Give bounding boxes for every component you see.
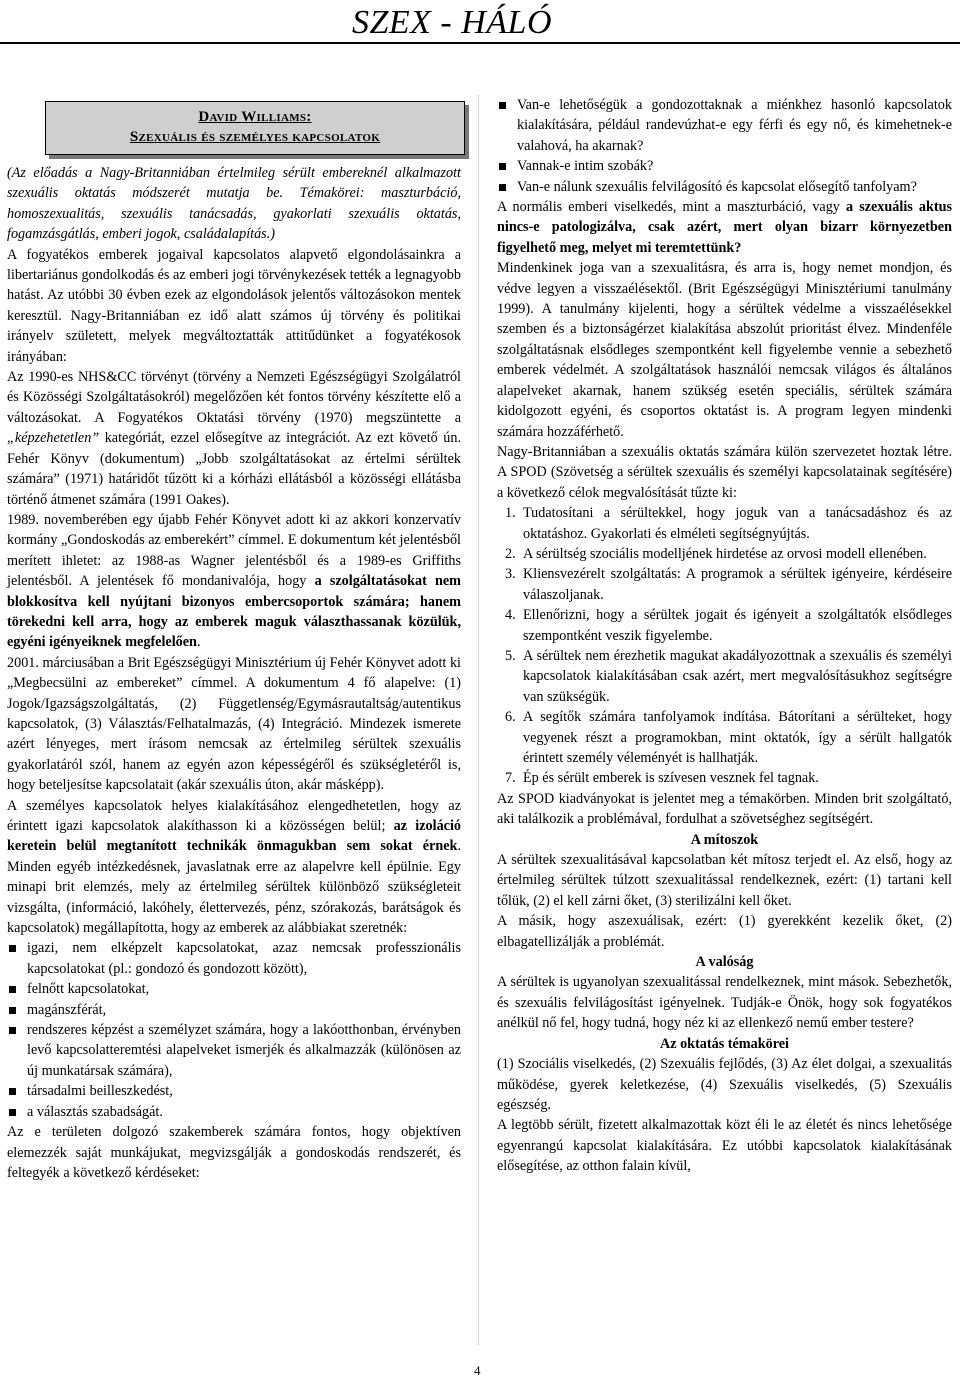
list-item: rendszeres képzést a személyzet számára, hogy a lakóotthonban, érvényben levő kapcsolatteremtési alapelveket ismerjék és alkalmazzák (különösen az új munkatársak számára), bbox=[7, 1020, 461, 1081]
paragraph: (1) Szociális viselkedés, (2) Szexuális fejlődés, (3) Az élet dolgai, a szexualitás működése, gyerek keletkezése, (4) Szexuális viselkedés, (5) Szexuális egészség. bbox=[497, 1056, 952, 1113]
journal-title: SZEX - HÁLÓ bbox=[351, 4, 552, 41]
list-item: 7. Ép és sérült emberek is szívesen vesznek fel tagnak. bbox=[505, 770, 819, 787]
paragraph: A legtöbb sérült, fizetett alkalmazottak közt éli le az életét és nincs lehetősége egyenrangú kapcsolat kialakítására. Ez utóbbi kapcsolatok kialakításának elősegítése, az otthon falain kívül, bbox=[497, 1117, 952, 1175]
page-header bbox=[0, 0, 960, 48]
paragraph: A másik, hogy aszexuálisak, ezért: (1) gyerekként kezelik őket, (2) elbagatellizálják a problémát. bbox=[497, 913, 952, 950]
list-item: magánszférát, bbox=[7, 1000, 461, 1020]
list-item: társadalmi beilleszkedést, bbox=[7, 1081, 461, 1101]
paragraph: Az SPOD kiadványokat is jelentet meg a témakörben. Minden brit szolgáltató, aki találkozik a problémával, fordulhat a szövetséghez segítségért. bbox=[497, 790, 952, 828]
questions-list bbox=[497, 95, 952, 197]
paragraph: A sérültek is ugyanolyan szexualitással rendelkeznek, mint mások. Sebezhetők, és szexuális felvilágosítást igényelnek. Tudják-e Önök, hogy sok fogyatékos anélkül nő fel, hogy tudná, hogy néz ki az ellenkező nemű ember testere? bbox=[497, 974, 952, 1032]
header-rule bbox=[0, 42, 960, 44]
paragraph: A sérültek szexualitásával kapcsolatban két mítosz terjedt el. Az első, hogy az értelmileg sérültek túlzott szexualitással rendelkeznek, ezért: (1) tartani kell tőlük, (2) el kell zárni őket, (3) sterilizálni kell őket. bbox=[497, 852, 952, 909]
needs-list bbox=[7, 938, 461, 1122]
list-item: 6. A segítők számára tanfolyamok indítása. Bátorítani a sérülteket, hogy vegyenek részt a programokban, mint oktatók, így a sérült hallgatók érintett személy véleményét is hallhatják. bbox=[505, 709, 952, 766]
list-item: 4. Ellenőrizni, hogy a sérültek jogait és igényeit a szolgáltatók elsődleges szempontként veszik figyelembe. bbox=[505, 607, 952, 644]
paragraph: 1989. novemberében egy újabb Fehér Könyvet adott ki az akkori konzervatív kormány „Gondoskodás az emberekért” címmel. E dokumentum két jelentésből merített ihletet: az 1988-as Wagner jelentésből és a 1989-es Griffiths jelentésből. A jelentések fő mondanivalója, hogy a szolgáltatásokat nem blokkosítva kell nyújtani bizonyos embercsoportok számára; hanem törekedni kell arra, hogy az emberek maguk választhassanak közülük, egyéni igényeiknek megfelelően. bbox=[7, 511, 461, 651]
list-item: a választás szabadságát. bbox=[7, 1102, 461, 1122]
spod-goals-list bbox=[497, 503, 952, 789]
section-heading: A mítoszok bbox=[690, 831, 759, 848]
paragraph: A normális emberi viselkedés, mint a maszturbáció, vagy a szexuális aktus nincs-e patologizálva, csak azért, mert olyan bizarr környezetben figyelhető meg, melyet mi teremtettünk? bbox=[497, 199, 953, 256]
paragraph: 2001. márciusában a Brit Egészségügyi Minisztérium új Fehér Könyvet adott ki „Megbecsülni az embereket” címmel. A dokumentum 4 fő alapelve: (1) Jogok/Igazságszolgáltatás, (2) Függetlenség/Egymásrautaltság/autentikus kapcsolatok, (3) Választás/Felhatalmazás, (4) Integráció. Mindezek ismerete azért lényeges, mert írásom nemcsak az értelmileg sérültek szexuális gyakorlatáról szól, hanem az egyén azon képességéről és szükségletéről is, hogy beteljesítse kapcsolatait (akár szexuális úton, akár másképp). bbox=[7, 654, 461, 794]
article-author: David Williams: bbox=[198, 109, 312, 125]
list-item: 1. Tudatosítani a sérültekkel, hogy joguk van a tanácsadáshoz és az oktatáshoz. Gyakorlati és elméleti segítségnyújtás. bbox=[505, 505, 952, 542]
list-item: felnőtt kapcsolatokat, bbox=[7, 979, 461, 999]
list-item: 2. A sérültség szociális modelljének hirdetése az orvosi modell ellenében. bbox=[505, 545, 927, 562]
left-column bbox=[7, 95, 461, 1183]
paragraph: A személyes kapcsolatok helyes kialakításához elengedhetetlen, hogy az érintett igazi kapcsolatok alakíthasson ki a közösségen belül; az izoláció keretein belül megtanított technikák önmagukban sem sokat érnek. Minden egyéb intézkedésnek, javaslatnak erre az alapelvre kell épülnie. Egy minapi brit elemzés, mely az értelmileg sérültek különböző szükségleteit vizsgálta, (információ, lakóhely, élettervezés, pénz, szórakozás, barátságok és kapcsolatok) megállapította, hogy az emberek az alábbiakat szeretnék: bbox=[7, 797, 461, 937]
list-item: Van-e lehetőségük a gondozottaknak a miénkhez hasonló kapcsolatok kialakítására, például randevúzhat-e egy férfi és egy nő, és kimehetnek-e valahová, ha akarnak? bbox=[497, 95, 952, 156]
section-heading: Az oktatás témakörei bbox=[660, 1035, 789, 1052]
paragraph: A fogyatékos emberek jogaival kapcsolatos alapvető elgondolásainkra a libertariánus gondolkodás és az emberi jogi törvénykezések tették a legnagyobb hatást. Az utóbbi 30 évben ezek az elgondolások jelentős változásokon mentek keresztül. Nagy-Britanniában ez idő alatt számos új törvény és politikai irányelv született, melyek megváltoztatták attitűdünket a fogyatékosok irányában: bbox=[7, 246, 461, 365]
list-item: igazi, nem elképzelt kapcsolatokat, azaz nemcsak professzionális kapcsolatokat (pl.: gondozó és gondozott között), bbox=[7, 938, 461, 979]
paragraph: Nagy-Britanniában a szexuális oktatás számára külön szervezetet hoztak létre. A SPOD (Szövetség a sérültek szexuális és személyi kapcsolatainak segítésére) a következő célok megvalósítását tűzte ki: bbox=[497, 443, 952, 501]
paragraph: Mindenkinek joga van a szexualitásra, és arra is, hogy nemet mondjon, és védve legyen a visszaélésektől. (Brit Egészségügyi Minisztériumi tanulmány 1999). A tanulmány kijelenti, hogy a sérültek védelme a visszaélésekkel szemben és a biztonságérzet kialakítása abszolút prioritást élvez. Mindenféle szolgáltatásnak elsődleges szempontként kell figyelembe vennie a sebezhető emberek védelmét. A szolgáltatások használói nemcsak világos és általános alapelveket akarnak, hanem szükség esetén speciális, sérültek számára kidolgozott egyéni, és csoportos oktatást is. A program legyen mindenki számára hozzáférhető. bbox=[497, 260, 952, 440]
intro-paragraph: (Az előadás a Nagy-Britanniában értelmileg sérült embereknél alkalmazott szexuális oktatás módszerét mutatja be. Témakörei: maszturbáció, homoszexualitás, szexuális tanácsadás, gyakorlati szexuális oktatás, fogamzásgátlás, emberi jogok, családalapítás.) bbox=[7, 165, 461, 243]
article-subtitle: Szexuális és személyes kapcsolatok bbox=[129, 129, 381, 146]
paragraph: Az e területen dolgozó szakemberek számára fontos, hogy objektíven elemezzék saját munkájukat, megvizsgálják a gondoskodás rendszerét, és feltegyék a következő kérdéseket: bbox=[7, 1124, 461, 1181]
paragraph: Az 1990-es NHS&CC törvényt (törvény a Nemzeti Egészségügyi Szolgálatról és Közösségi Szolgáltatásokról) megelőzően két fontos törvény készítette elő a változásokat. A Fogyatékos Oktatási törvény (1970) megszüntette a „képzehetetlen” kategóriát, ezzel elősegítve az integrációt. Az ezt követő ún. Fehér Könyv (dokumentum) „Jobb szolgáltatásokat az értelmi sérültek számára” (1971) határidőt tűzött ki a kórházi ellátásból a közösségi ellátásba történő átmenet számára (1991 Oakes). bbox=[7, 369, 461, 508]
list-item: 5. A sérültek nem érezhetik magukat akadályozottnak a szexuális és személyi kapcsolatok kialakításában csak azért, mert megvalósításukhoz segítségre van szükségük. bbox=[505, 647, 952, 705]
column-divider bbox=[478, 95, 479, 1345]
list-item: Van-e nálunk szexuális felvilágosító és kapcsolat elősegítő tanfolyam? bbox=[497, 177, 952, 197]
article-title-box bbox=[45, 101, 465, 155]
page-number: 4 bbox=[474, 1363, 481, 1378]
section-heading: A valóság bbox=[695, 954, 754, 971]
list-item: Vannak-e intim szobák? bbox=[497, 156, 952, 176]
right-column bbox=[497, 95, 952, 1177]
list-item: 3. Kliensvezérelt szolgáltatás: A programok a sérültek igényeire, kérdéseire válaszoljanak. bbox=[505, 566, 952, 603]
